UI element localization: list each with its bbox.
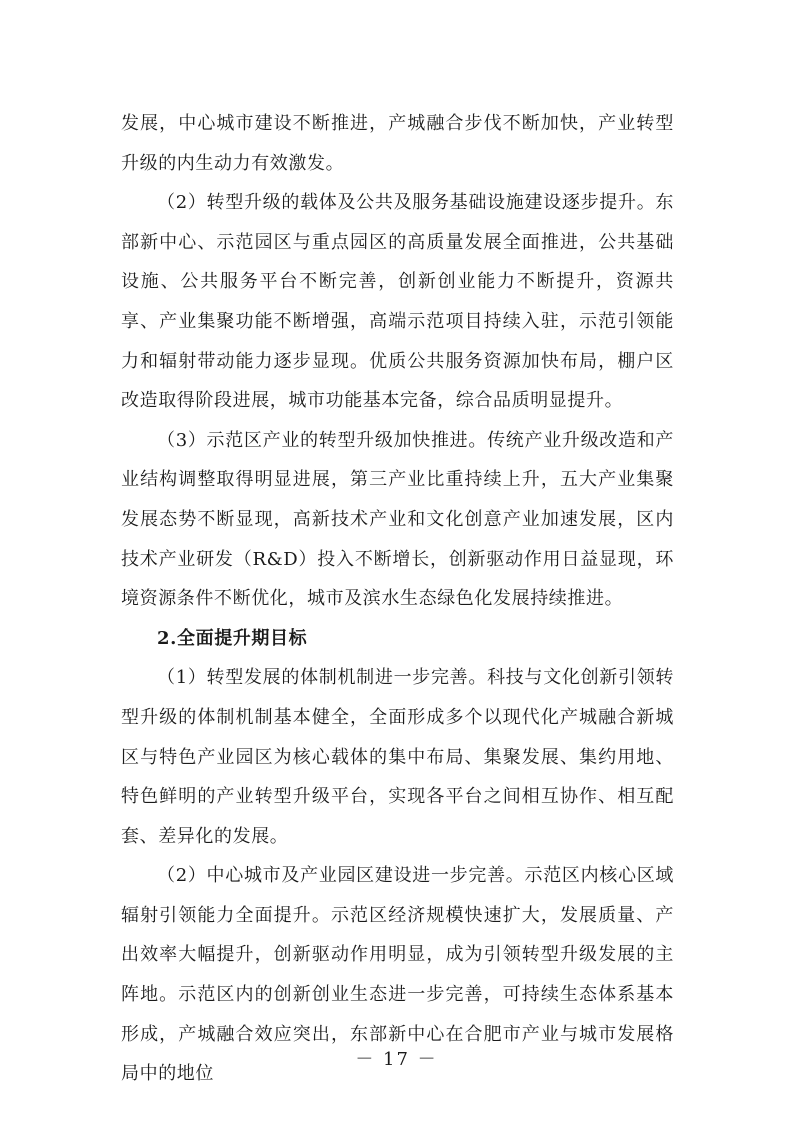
paragraph-continuation: 发展，中心城市建设不断推进，产城融合步伐不断加快，产业转型升级的内生动力有效激发。 bbox=[121, 113, 674, 174]
body-text bbox=[121, 104, 674, 1094]
paragraph-goal-2: （2）中心城市及产业园区建设进一步完善。示范区内核心区域辐射引领能力全面提升。示范区经济规模快速扩大，发展质量、产出效率大幅提升，创新驱动作用明显，成为引领转型升级发展的主阵地。示范区内的创新创业生态进一步完善，可持续生态体系基本形成，产城融合效应突出，东部新中心在合肥市产业与城市发展格局中的地位 bbox=[121, 865, 674, 1085]
page-number: － 17 － bbox=[355, 1049, 438, 1070]
paragraph-item-2: （2）转型升级的载体及公共及服务基础设施建设逐步提升。东部新中心、示范园区与重点园区的高质量发展全面推进，公共基础设施、公共服务平台不断完善，创新创业能力不断提升，资源共享、产业集聚功能不断增强，高端示范项目持续入驻，示范引领能力和辐射带动能力逐步显现。优质公共服务资源加快布局，棚户区改造取得阶段进展，城市功能基本完备，综合品质明显提升。 bbox=[121, 192, 674, 412]
paragraph-goal-1: （1）转型发展的体制机制进一步完善。科技与文化创新引领转型升级的体制机制基本健全，全面形成多个以现代化产城融合新城区与特色产业园区为核心载体的集中布局、集聚发展、集约用地、特色鲜明的产业转型升级平台，实现各平台之间相互协作、相互配套、差异化的发展。 bbox=[121, 667, 674, 847]
section-heading: 2.全面提升期目标 bbox=[157, 627, 308, 649]
paragraph-item-3: （3）示范区产业的转型升级加快推进。传统产业升级改造和产业结构调整取得明显进展，第三产业比重持续上升，五大产业集聚发展态势不断显现，高新技术产业和文化创意产业加速发展，区内技术产业研发（R&D）投入不断增长，创新驱动作用日益显现，环境资源条件不断优化，城市及滨水生态绿色化发展持续推进。 bbox=[121, 429, 674, 610]
